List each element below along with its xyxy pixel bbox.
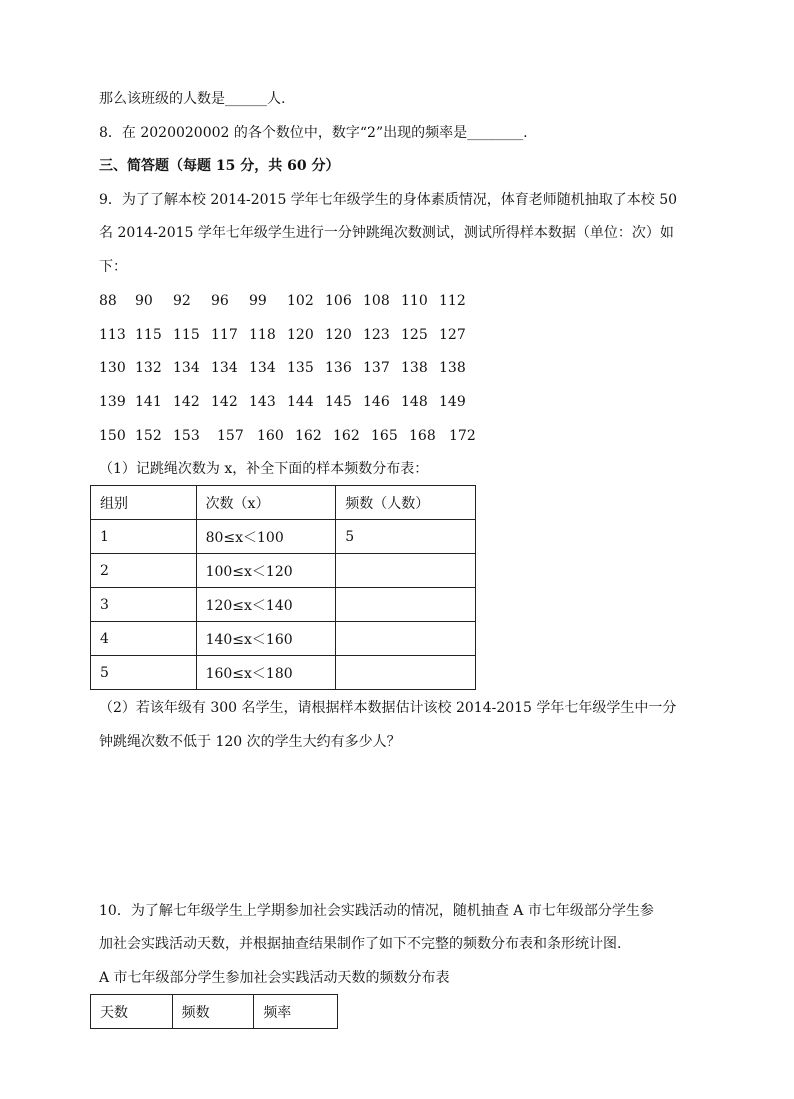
sample-value: 138 xyxy=(401,360,428,376)
question-8: 8．在 2020020002 的各个数位中，数字“2”出现的频率是________. xyxy=(99,125,528,141)
sample-value: 153 xyxy=(173,428,200,444)
sample-value: 90 xyxy=(135,293,153,309)
sample-value: 150 xyxy=(99,428,126,444)
sample-value: 148 xyxy=(401,394,428,410)
table-cell: 5 xyxy=(336,520,476,554)
table-row xyxy=(91,622,476,656)
sample-value: 172 xyxy=(449,428,476,444)
table-header-row xyxy=(91,995,338,1029)
table-header-cell: 天数 xyxy=(91,995,173,1029)
sample-value: 125 xyxy=(401,327,428,343)
sample-value: 96 xyxy=(211,293,229,309)
sample-value: 117 xyxy=(211,327,238,343)
question-9-line-2: 名 2014-2015 学年七年级学生进行一分钟跳绳次数测试，测试所得样本数据（单位：次）如 xyxy=(99,225,674,241)
table-row xyxy=(91,520,476,554)
sample-value: 112 xyxy=(439,293,466,309)
table-cell: 3 xyxy=(91,588,197,622)
question-9-line-1: 9．为了了解本校 2014-2015 学年七年级学生的身体素质情况，体育老师随机抽取了本校 50 xyxy=(99,192,678,208)
section-heading: 三、简答题（每题 15 分，共 60 分） xyxy=(99,158,340,174)
sub-question-2-line-1: （2）若该年级有 300 名学生，请根据样本数据估计该校 2014-2015 学年七年级学生中一分 xyxy=(99,700,677,716)
sample-value: 134 xyxy=(249,360,276,376)
sample-value: 115 xyxy=(135,327,162,343)
sample-value: 162 xyxy=(333,428,360,444)
table-header-cell: 次数（x） xyxy=(196,486,336,520)
table-cell: 80≤x＜100 xyxy=(196,520,336,554)
sample-value: 120 xyxy=(287,327,314,343)
table-header-cell: 频数（人数） xyxy=(336,486,476,520)
table-cell: 1 xyxy=(91,520,197,554)
sample-value: 162 xyxy=(295,428,322,444)
question-7-tail: 那么该班级的人数是______人. xyxy=(99,91,286,107)
table-cell: 4 xyxy=(91,622,197,656)
sample-value: 142 xyxy=(211,394,238,410)
table-header-cell: 频数 xyxy=(172,995,254,1029)
sample-value: 102 xyxy=(287,293,314,309)
sample-value: 139 xyxy=(99,394,126,410)
sample-value: 136 xyxy=(325,360,352,376)
sample-value: 110 xyxy=(401,293,428,309)
sample-value: 135 xyxy=(287,360,314,376)
frequency-table xyxy=(90,485,476,690)
table-row xyxy=(91,588,476,622)
sample-value: 118 xyxy=(249,327,276,343)
table-cell: 2 xyxy=(91,554,197,588)
sample-value: 88 xyxy=(99,293,117,309)
sample-value: 160 xyxy=(257,428,284,444)
table-cell xyxy=(336,588,476,622)
sample-value: 142 xyxy=(173,394,200,410)
question-10-line-1: 10．为了解七年级学生上学期参加社会实践活动的情况，随机抽查 A 市七年级部分学生参 xyxy=(99,903,654,919)
table-cell xyxy=(336,554,476,588)
table-header-cell: 组别 xyxy=(91,486,197,520)
sample-value: 130 xyxy=(99,360,126,376)
table-row xyxy=(91,656,476,690)
question-9-line-3: 下： xyxy=(99,259,127,275)
sample-value: 127 xyxy=(439,327,466,343)
sample-value: 134 xyxy=(173,360,200,376)
sample-value: 152 xyxy=(135,428,162,444)
table-cell: 140≤x＜160 xyxy=(196,622,336,656)
sample-value: 168 xyxy=(409,428,436,444)
table-header-row xyxy=(91,486,476,520)
sample-value: 134 xyxy=(211,360,238,376)
sample-value: 149 xyxy=(439,394,466,410)
sub-question-1: （1）记跳绳次数为 x，补全下面的样本频数分布表： xyxy=(99,461,429,477)
sample-value: 123 xyxy=(363,327,390,343)
table-cell xyxy=(336,622,476,656)
sample-value: 146 xyxy=(363,394,390,410)
sample-value: 108 xyxy=(363,293,390,309)
sample-value: 132 xyxy=(135,360,162,376)
sample-value: 138 xyxy=(439,360,466,376)
table-cell: 120≤x＜140 xyxy=(196,588,336,622)
sample-value: 137 xyxy=(363,360,390,376)
sample-value: 113 xyxy=(99,327,126,343)
activity-days-table xyxy=(90,994,338,1029)
table-cell: 160≤x＜180 xyxy=(196,656,336,690)
sample-value: 145 xyxy=(325,394,352,410)
sub-question-2-line-2: 钟跳绳次数不低于 120 次的学生大约有多少人？ xyxy=(99,734,401,750)
table-cell xyxy=(336,656,476,690)
table-row xyxy=(91,554,476,588)
sample-value: 115 xyxy=(173,327,200,343)
sample-value: 92 xyxy=(173,293,191,309)
sample-value: 157 xyxy=(217,428,244,444)
question-10-line-2: 加社会实践活动天数，并根据抽查结果制作了如下不完整的频数分布表和条形统计图. xyxy=(99,936,622,952)
sample-value: 165 xyxy=(371,428,398,444)
sample-value: 99 xyxy=(249,293,267,309)
table-cell: 100≤x＜120 xyxy=(196,554,336,588)
sample-value: 141 xyxy=(135,394,162,410)
sample-value: 106 xyxy=(325,293,352,309)
sample-value: 144 xyxy=(287,394,314,410)
sample-value: 143 xyxy=(249,394,276,410)
question-10-table-caption: A 市七年级部分学生参加社会实践活动天数的频数分布表 xyxy=(99,970,450,986)
table-cell: 5 xyxy=(91,656,197,690)
sample-value: 120 xyxy=(325,327,352,343)
table-header-cell: 频率 xyxy=(254,995,338,1029)
